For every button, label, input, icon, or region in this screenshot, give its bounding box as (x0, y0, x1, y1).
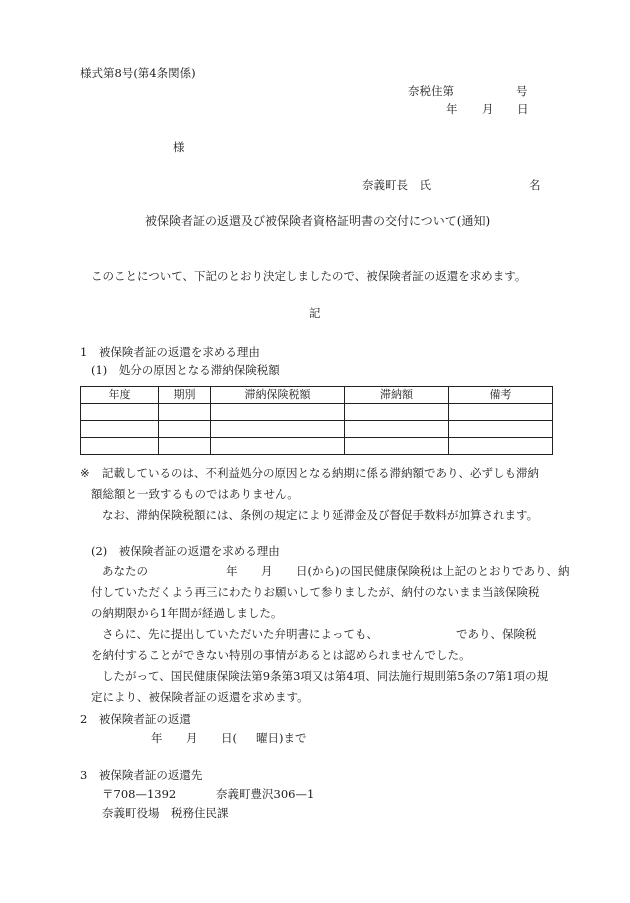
addressee-honorific: 様 (173, 140, 185, 154)
column-header-period: 期別 (159, 387, 211, 404)
reason-p1-year: 年 (226, 564, 238, 578)
date-year-label: 年 (446, 102, 458, 116)
arrears-table (80, 386, 553, 455)
table-cell (211, 438, 345, 455)
section3-heading: 3 被保険者証の返還先 (80, 768, 203, 782)
note-line-2: 額総額と一致するものではありません。 (91, 487, 299, 501)
table-cell (345, 404, 449, 421)
office-name: 奈義町役場 税務住民課 (102, 806, 229, 820)
sender-title: 奈義町長 氏 (362, 178, 431, 192)
note-mark: ※ (80, 466, 90, 480)
table-cell (159, 404, 211, 421)
table-cell (159, 438, 211, 455)
document-number-prefix: 奈税住第 (408, 84, 454, 98)
return-weekday-label: 曜日)まで (256, 731, 307, 745)
table-cell (81, 404, 159, 421)
table-cell (159, 421, 211, 438)
form-number: 様式第8号(第4条関係) (80, 66, 196, 80)
sender-name-suffix: 名 (529, 178, 541, 192)
section1-heading: 1 被保険者証の返還を求める理由 (80, 345, 260, 359)
column-header-delinquent-amount: 滞納額 (345, 387, 449, 404)
return-day-label: 日( (221, 731, 237, 745)
table-cell (449, 421, 553, 438)
subsection1-heading: (1) 処分の原因となる滞納保険税額 (91, 363, 280, 377)
table-cell (81, 438, 159, 455)
subsection2-heading: (2) 被保険者証の返還を求める理由 (91, 544, 280, 558)
column-header-remarks: 備考 (449, 387, 553, 404)
ki-heading: 記 (309, 306, 321, 320)
reason-p3-line-1: したがって、国民健康保険法第9条第3項又は第4項、同法施行規則第5条の7第1項の規 (102, 669, 549, 683)
return-year-label: 年 (151, 731, 163, 745)
date-day-label: 日 (517, 102, 529, 116)
table-cell (81, 421, 159, 438)
reason-p1-line-3: の納期限から1年間が経過しました。 (91, 606, 283, 620)
table-header-row (81, 387, 553, 404)
table-cell (449, 404, 553, 421)
table-cell (449, 438, 553, 455)
reason-p1-lead: あなたの (102, 564, 148, 578)
reason-p1-line-2: 付していただくよう再三にわたりお願いして参りましたが、納付のないまま当該保険税 (91, 585, 540, 599)
note-line-3: なお、滞納保険税額には、条例の規定により延滞金及び督促手数料が加算されます。 (102, 508, 539, 522)
table-cell (345, 438, 449, 455)
date-month-label: 月 (482, 102, 494, 116)
postal-code: 〒708—1392 (102, 787, 177, 801)
table-cell (211, 404, 345, 421)
document-number-suffix: 号 (516, 84, 528, 98)
table-cell (211, 421, 345, 438)
section2-heading: 2 被保険者証の返還 (80, 712, 191, 726)
table-row (81, 404, 553, 421)
note-line-1: 記載しているのは、不利益処分の原因となる納期に係る滞納額であり、必ずしも滞納 (102, 466, 539, 480)
return-month-label: 月 (186, 731, 198, 745)
reason-p1-rest: 日(から)の国民健康保険税は上記のとおりであり、納 (296, 564, 570, 578)
table-row (81, 421, 553, 438)
address: 奈義町豊沢306—1 (216, 787, 315, 801)
column-header-delinquent-tax: 滞納保険税額 (211, 387, 345, 404)
table-row (81, 438, 553, 455)
intro-paragraph: このことについて、下記のとおり決定しましたので、被保険者証の返還を求めます。 (91, 269, 527, 283)
reason-p2-lead: さらに、先に提出していただいた弁明書によっても、 (102, 627, 378, 641)
reason-p3-line-2: 定により、被保険者証の返還を求めます。 (91, 690, 309, 704)
table-cell (345, 421, 449, 438)
document-title: 被保険者証の返還及び被保険者資格証明書の交付について(通知) (145, 214, 491, 228)
column-header-fiscal-year: 年度 (81, 387, 159, 404)
reason-p2-tail: であり、保険税 (456, 627, 537, 641)
reason-p2-line-2: を納付することができない特別の事情があるとは認められませんでした。 (91, 648, 471, 662)
reason-p1-month: 月 (261, 564, 273, 578)
